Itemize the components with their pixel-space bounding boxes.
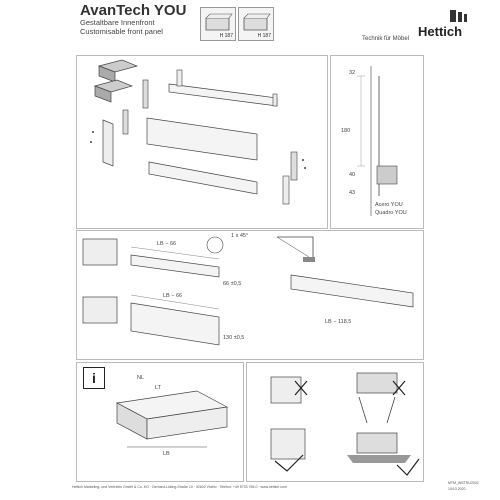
subtitle-german: Gestaltbare Innenfront: [80, 18, 155, 27]
caption-quadro: Quadro YOU: [375, 210, 407, 216]
dim-180: 180: [341, 128, 351, 134]
dim-mid: 40: [349, 172, 356, 178]
handling-guidance-panel: [246, 362, 424, 482]
dim-130: 130 ±0,5: [223, 335, 245, 341]
drawer-thumbnail-1: [200, 7, 236, 41]
subtitle-english: Customisable front panel: [80, 27, 163, 36]
exploded-assembly-panel: [76, 55, 328, 229]
lb-118: LB − 118,5: [325, 319, 352, 325]
document-title: AvanTech YOU: [80, 2, 187, 19]
hettich-logo: [398, 8, 498, 42]
cutting-dimensions-panel: [76, 230, 424, 360]
lb-66-top: LB − 66: [157, 241, 177, 247]
footer-address: Hettich Marketing- und Vertriebs GmbH & Co. KG · Gerhard-Lüking-Straße 10 · 32602 Vlotho · Telefon: +49 5733 798-0 · www.hettich.com: [72, 485, 287, 489]
footer-ref-date: 10/13.2020: [448, 487, 466, 491]
drawer-thumbnail-2: [238, 7, 274, 41]
footer-ref-code: MTM_INSTRU2002: [448, 481, 479, 485]
lb-66-mid: LB − 66: [163, 293, 183, 299]
side-section-panel: [330, 55, 424, 229]
exploded-assembly-drawing: [77, 56, 327, 228]
angle-label: 1 x 45°: [231, 233, 249, 239]
info-dimensions-panel: [76, 362, 244, 482]
dim-top: 32: [349, 70, 356, 76]
info-icon: i: [83, 367, 105, 389]
thumbnail-2-label: H 187: [257, 33, 271, 39]
drawer-dimensions-drawing: [77, 363, 243, 481]
dim-lt: LT: [155, 385, 162, 391]
dim-66: 66 ±0,5: [223, 281, 242, 287]
tagline: Technik für Möbel: [362, 36, 410, 42]
caption-acero: Acero YOU: [375, 202, 403, 208]
dim-lb: LB: [163, 451, 170, 457]
dim-nl: NL: [137, 375, 145, 381]
handling-guidance-drawing: [247, 363, 423, 481]
header: [72, 0, 500, 52]
thumbnail-1-label: H 187: [219, 33, 233, 39]
brand-name: Hettich: [418, 24, 463, 39]
cutting-dimensions-drawing: [77, 231, 423, 359]
dim-bottom: 43: [349, 190, 356, 196]
